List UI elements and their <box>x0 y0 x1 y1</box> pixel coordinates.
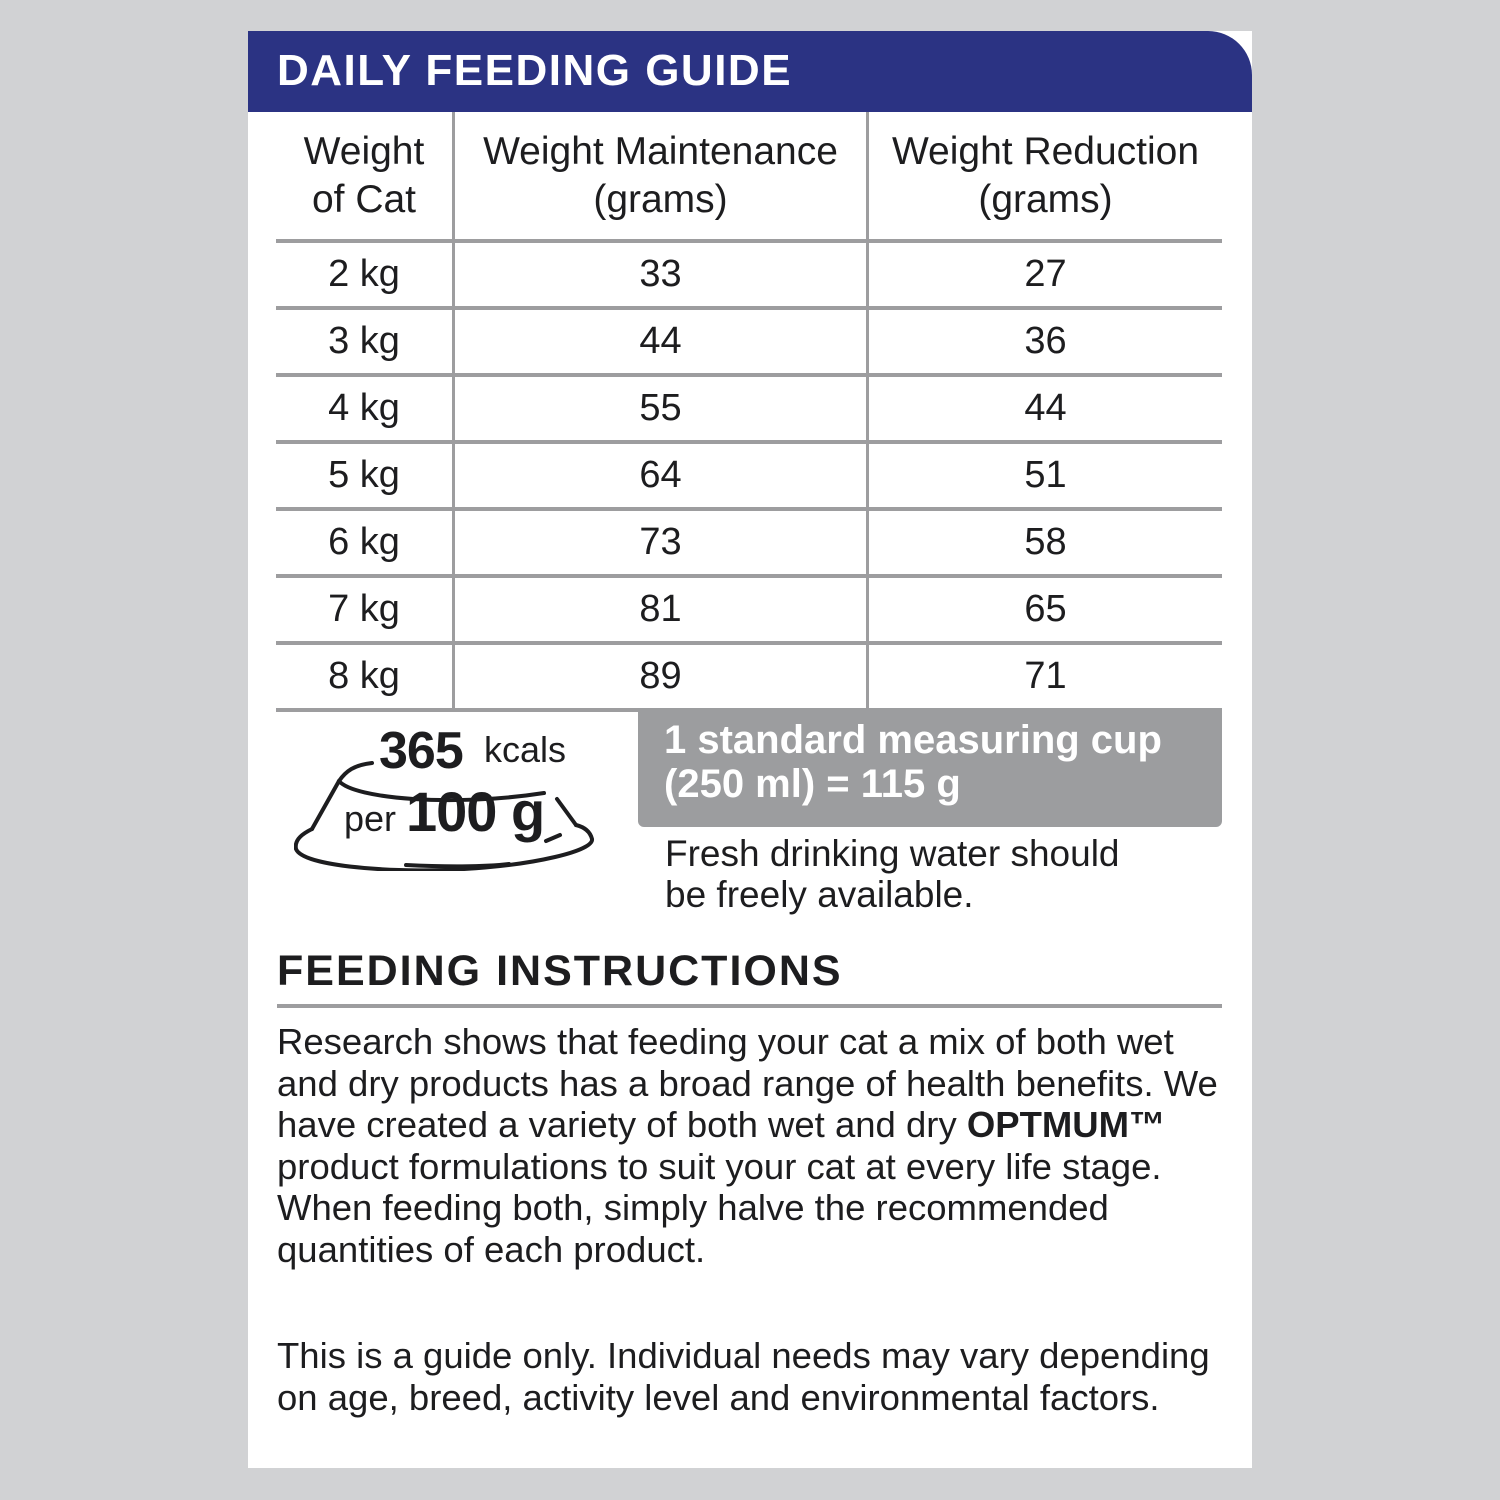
column-header-reduction <box>868 112 1223 241</box>
disclaimer-paragraph: This is a guide only. Individual needs may vary depending on age, breed, activity level and environmental factors. <box>277 1335 1210 1418</box>
title-banner <box>248 31 1252 112</box>
column-header-weight <box>276 112 454 241</box>
water-note <box>665 833 1225 915</box>
per-amount: 100 g <box>406 780 545 843</box>
water-note-line: Fresh drinking water should <box>665 833 1120 874</box>
cup-note-line: (250 ml) = 115 g <box>664 762 961 806</box>
kcal-unit: kcals <box>484 729 567 770</box>
energy-badge <box>294 721 598 871</box>
cell-maintenance: 55 <box>454 375 868 442</box>
per-label: per <box>344 798 397 839</box>
cell-weight: 5 kg <box>276 442 454 509</box>
table-row <box>276 442 1222 509</box>
cell-maintenance: 33 <box>454 241 868 308</box>
cell-weight: 2 kg <box>276 241 454 308</box>
cell-maintenance: 89 <box>454 643 868 710</box>
table-header-row <box>276 112 1222 241</box>
cell-weight: 6 kg <box>276 509 454 576</box>
table-row <box>276 643 1222 710</box>
feeding-table <box>276 112 1222 712</box>
header-line: (grams) <box>978 177 1113 221</box>
cell-reduction: 51 <box>868 442 1223 509</box>
water-note-line: be freely available. <box>665 874 974 915</box>
paragraph-text: Research shows that feeding your cat a mix of both wet and dry products has a broad range of health benefits. We have created a variety of both wet and dry <box>277 1021 1218 1146</box>
measuring-cup-note <box>638 708 1222 827</box>
cell-reduction: 36 <box>868 308 1223 375</box>
header-line: Weight <box>303 129 425 173</box>
header-line: (grams) <box>593 177 728 221</box>
cell-weight: 8 kg <box>276 643 454 710</box>
cell-reduction: 44 <box>868 375 1223 442</box>
instructions-paragraph <box>277 1021 1222 1271</box>
cell-reduction: 27 <box>868 241 1223 308</box>
table-row <box>276 241 1222 308</box>
column-header-maintenance <box>454 112 868 241</box>
header-line: Weight Reduction <box>891 129 1200 173</box>
cell-reduction: 58 <box>868 509 1223 576</box>
table-row <box>276 375 1222 442</box>
cell-maintenance: 64 <box>454 442 868 509</box>
kcal-value: 365 <box>379 722 463 780</box>
table-row <box>276 308 1222 375</box>
feeding-guide-panel <box>248 31 1252 1468</box>
divider <box>277 1004 1222 1008</box>
cell-weight: 4 kg <box>276 375 454 442</box>
table-row <box>276 576 1222 643</box>
cell-maintenance: 81 <box>454 576 868 643</box>
cell-maintenance: 44 <box>454 308 868 375</box>
header-line: of Cat <box>311 177 417 221</box>
brand-name: OPTMUM™ <box>966 1104 1166 1146</box>
paragraph-text: product formulations to suit your cat at every life stage. When feeding both, simply halve the recommended quantities of each product. <box>277 1145 1162 1270</box>
cell-weight: 7 kg <box>276 576 454 643</box>
table-row <box>276 509 1222 576</box>
cell-weight: 3 kg <box>276 308 454 375</box>
cell-reduction: 65 <box>868 576 1223 643</box>
instructions-heading: FEEDING INSTRUCTIONS <box>277 947 843 995</box>
cup-note-line: 1 standard measuring cup <box>664 718 1162 762</box>
cell-reduction: 71 <box>868 643 1223 710</box>
cell-maintenance: 73 <box>454 509 868 576</box>
header-line: Weight Maintenance <box>483 129 838 173</box>
page-title: DAILY FEEDING GUIDE <box>277 46 793 95</box>
